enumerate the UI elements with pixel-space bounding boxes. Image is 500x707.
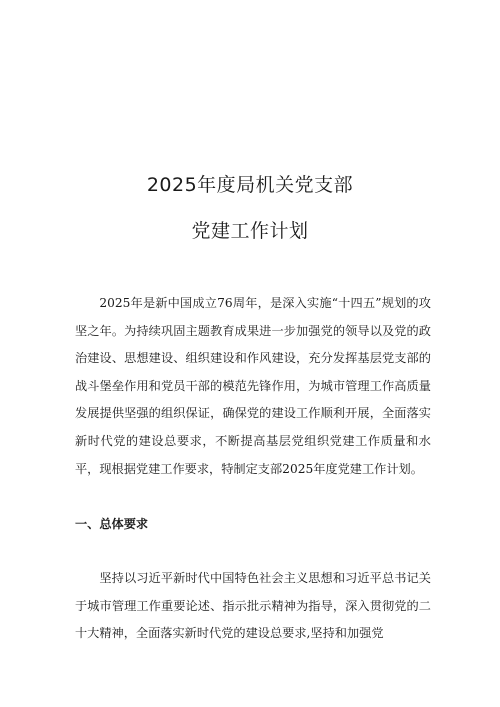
section-heading-general-requirements: 一、总体要求 [75,517,149,531]
document-title-line-2: 党建工作计划 [191,220,309,242]
document-title-line-1: 2025年度局机关党支部 [146,174,354,196]
section-paragraph-general-requirements: 坚持以习近平新时代中国特色社会主义思想和习近平总书记关于城市管理工作重要论述、指示批示精神为指导，深入贯彻党的二十大精神，全面落实新时代党的建设总要求,坚持和加强党 [75,571,431,641]
intro-paragraph: 2025年是新中国成立76周年，是深入实施“十四五”规划的攻坚之年。为持续巩固主题教育成果进一步加强党的领导以及党的政治建设、思想建设、组织建设和作风建设，充分发挥基层党支部的战斗堡垒作用和党员干部的模范先锋作用，为城市管理工作高质量发展提供坚强的组织保证，确保党的建设工作顺利开展，全面落实新时代党的建设总要求，不断提高基层党组织党建工作质量和水平，现根据党建工作要求，特制定支部2025年度党建工作计划。 [75,296,431,476]
